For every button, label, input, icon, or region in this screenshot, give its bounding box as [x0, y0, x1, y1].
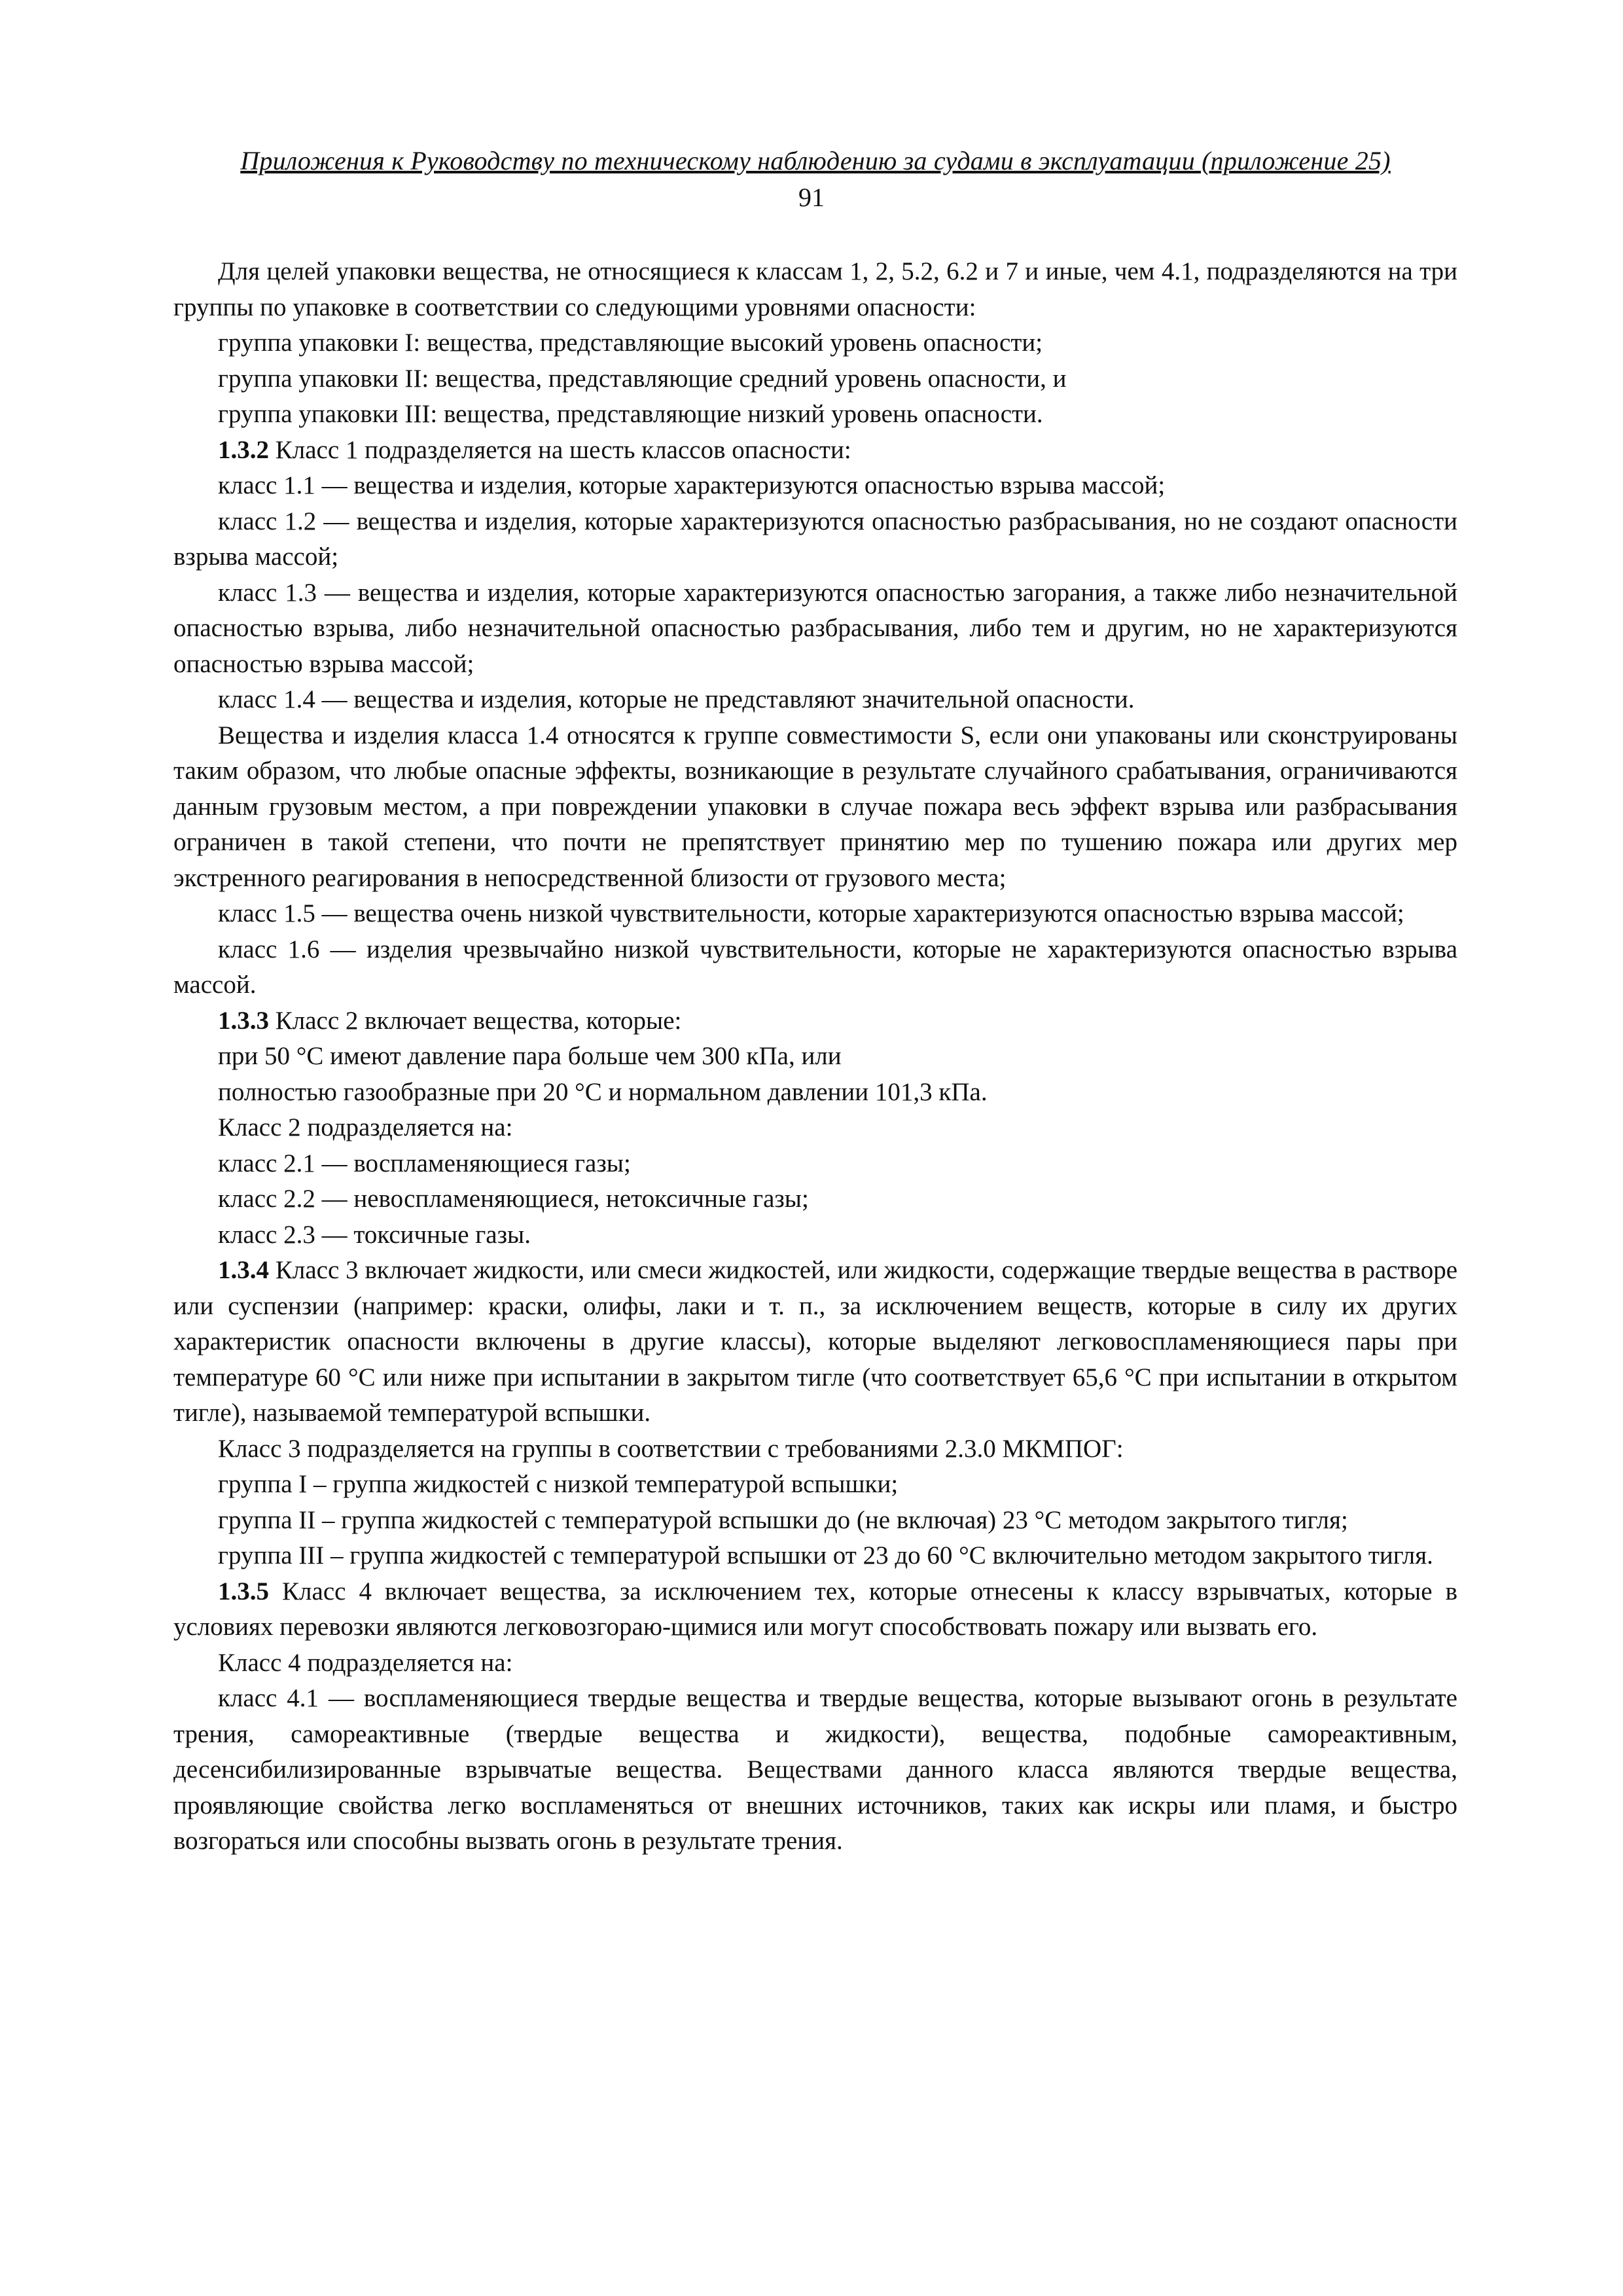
paragraph [173, 896, 1457, 932]
paragraph [173, 1181, 1457, 1217]
paragraph [173, 1075, 1457, 1111]
paragraph [173, 1039, 1457, 1075]
section-number: 1.3.2 [218, 435, 269, 464]
paragraph [173, 468, 1457, 504]
paragraph [173, 361, 1457, 397]
paragraph-text: класс 1.5 — вещества очень низкой чувствительности, которые характеризуются опасностью взрыва массой; [218, 899, 1404, 927]
paragraph-text: группа упаковки II: вещества, представляющие средний уровень опасности, и [218, 364, 1067, 393]
paragraph-text: класс 1.1 — вещества и изделия, которые характеризуются опасностью взрыва массой; [218, 471, 1166, 499]
paragraph [173, 325, 1457, 361]
paragraph-text: класс 2.2 — невоспламеняющиеся, нетоксичные газы; [218, 1185, 809, 1213]
paragraph-text: класс 1.4 — вещества и изделия, которые не представляют значительной опасности. [218, 685, 1135, 713]
paragraph [173, 1110, 1457, 1146]
section-number: 1.3.4 [218, 1256, 269, 1284]
paragraph [173, 397, 1457, 433]
paragraph [173, 1645, 1457, 1681]
paragraph-text: класс 1.3 — вещества и изделия, которые характеризуются опасностью загорания, а также либо незначительной опасностью взрыва, либо незначительной опасностью разбрасывания, либо тем и другим, но не характеризуются опасностью взрыва массой; [173, 578, 1457, 678]
section-number: 1.3.5 [218, 1577, 269, 1605]
paragraph-text: группа I – группа жидкостей с низкой температурой вспышки; [218, 1470, 899, 1498]
paragraph [173, 1146, 1457, 1182]
paragraph-text: Класс 2 включает вещества, которые: [275, 1006, 682, 1035]
paragraph [173, 1003, 1457, 1039]
paragraph-text: Класс 2 подразделяется на: [218, 1113, 513, 1141]
paragraph-text: класс 2.1 — воспламеняющиеся газы; [218, 1149, 631, 1177]
paragraph-text: Класс 3 включает жидкости, или смеси жидкостей, или жидкости, содержащие твердые вещества в растворе или суспензии (например: краски, олифы, лаки и т. п., за исключением веществ, которые в силу их других характеристик опасности включены в другие классы), которые выделяют легковоспламеняющиеся пары при температуре 60 °С или ниже при испытании в закрытом тигле (что соответствует 65,6 °С при испытании в открытом тигле), называемой температурой вспышки. [173, 1256, 1457, 1427]
paragraph-text: Класс 4 подразделяется на: [218, 1648, 513, 1677]
paragraph [173, 1538, 1457, 1574]
paragraph [173, 575, 1457, 683]
paragraph [173, 433, 1457, 469]
paragraph-text: группа II – группа жидкостей с температурой вспышки до (не включая) 23 °С методом закрытого тигля; [218, 1505, 1348, 1534]
paragraph-text: Для целей упаковки вещества, не относящиеся к классам 1, 2, 5.2, 6.2 и 7 и иные, чем 4.1, подразделяются на три группы по упаковке в соответствии со следующими уровнями опасности: [173, 257, 1457, 321]
paragraph-text: Класс 3 подразделяется на группы в соответствии с требованиями 2.3.0 МКМПОГ: [218, 1434, 1124, 1463]
paragraph [173, 1503, 1457, 1539]
paragraph [173, 932, 1457, 1003]
paragraph-text: группа упаковки III: вещества, представляющие низкий уровень опасности. [218, 400, 1043, 428]
paragraph-text: класс 1.2 — вещества и изделия, которые характеризуются опасностью разбрасывания, но не создают опасности взрыва массой; [173, 507, 1457, 571]
paragraph [173, 718, 1457, 897]
paragraph-text: группа III – группа жидкостей с температурой вспышки от 23 до 60 °С включительно методом закрытого тигля. [218, 1541, 1433, 1570]
paragraph-text: Класс 1 подразделяется на шесть классов опасности: [275, 435, 851, 464]
paragraph [173, 504, 1457, 575]
paragraph [173, 1574, 1457, 1645]
paragraph [173, 682, 1457, 718]
paragraph [173, 1431, 1457, 1467]
section-number: 1.3.3 [218, 1006, 269, 1035]
paragraph-text: класс 1.6 — изделия чрезвычайно низкой чувствительности, которые не характеризуются опасностью взрыва массой. [173, 935, 1457, 999]
document-body [173, 254, 1457, 1859]
paragraph [173, 1217, 1457, 1253]
paragraph-text: Вещества и изделия класса 1.4 относятся к группе совместимости S, если они упакованы или сконструированы таким образом, что любые опасные эффекты, возникающие в результате случайного срабатывания, ограничиваются данным грузовым местом, а при повреждении упаковки в случае пожара весь эффект взрыва или разбрасывания ограничен в такой степени, что почти не препятствует принятию мер по тушению пожара или других мер экстренного реагирования в непосредственной близости от грузового места; [173, 721, 1457, 892]
paragraph-text: класс 2.3 — токсичные газы. [218, 1220, 531, 1249]
page-number: 91 [798, 183, 825, 212]
paragraph-text: группа упаковки I: вещества, представляющие высокий уровень опасности; [218, 329, 1043, 357]
paragraph-text: при 50 °С имеют давление пара больше чем 300 кПа, или [218, 1042, 842, 1070]
paragraph [173, 1253, 1457, 1431]
paragraph [173, 1467, 1457, 1503]
paragraph-text: Класс 4 включает вещества, за исключением тех, которые отнесены к классу взрывчатых, которые в условиях перевозки являются легковозгораю-щимися или могут способствовать пожару или вызвать его. [173, 1577, 1457, 1641]
paragraph-text: полностью газообразные при 20 °С и нормальном давлении 101,3 кПа. [218, 1077, 988, 1106]
paragraph [173, 1681, 1457, 1859]
running-header: Приложения к Руководству по техническому наблюдению за судами в эксплуатации (приложение 25) [240, 146, 1391, 175]
paragraph [173, 254, 1457, 325]
paragraph-text: класс 4.1 — воспламеняющиеся твердые вещества и твердые вещества, которые вызывают огонь в результате трения, самореактивные (твердые вещества и жидкости), вещества, подобные самореактивным, десенсибилизированные взрывчатые вещества. Веществами данного класса являются твердые вещества, проявляющие свойства легко воспламеняться от внешних источников, таких как искры или пламя, и быстро возгораться или способны вызвать огонь в результате трения. [173, 1684, 1457, 1855]
